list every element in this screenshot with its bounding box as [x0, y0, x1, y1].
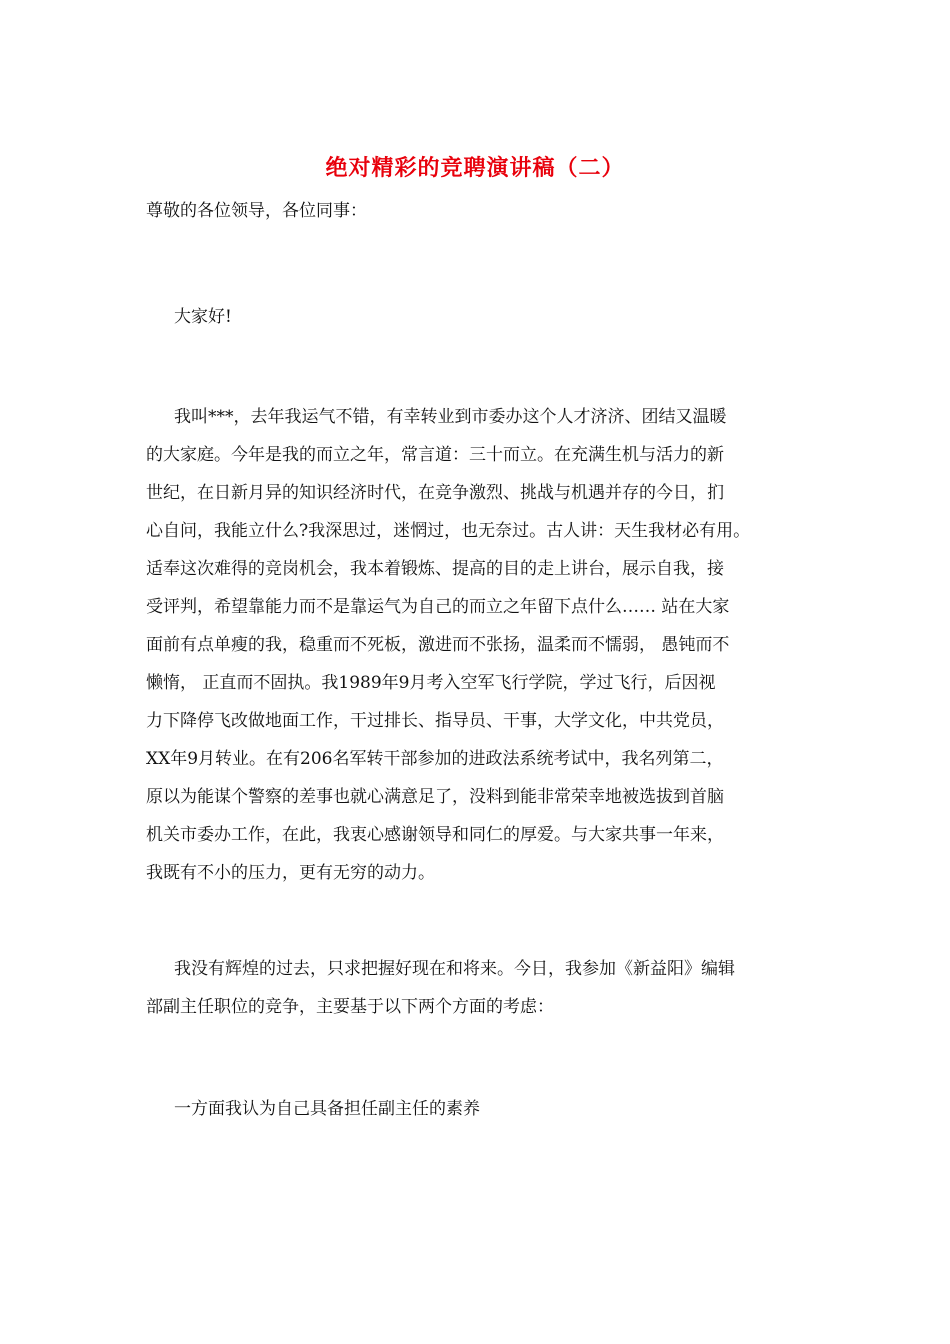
- paragraph-line: 懒惰， 正直而不固执。我1989年9月考入空军飞行学院，学过飞行，后因视: [146, 673, 716, 693]
- paragraph-line: 我没有辉煌的过去，只求把握好现在和将来。今日，我参加《新益阳》编辑: [174, 959, 735, 979]
- paragraph-motivation: [146, 950, 816, 1026]
- salutation: 尊敬的各位领导，各位同事：: [146, 201, 367, 221]
- paragraph-line: 机关市委办工作，在此，我衷心感谢领导和同仁的厚爱。与大家共事一年来，: [146, 825, 724, 845]
- paragraph-line: 力下降停飞改做地面工作，干过排长、指导员、干事，大学文化，中共党员，: [146, 711, 724, 731]
- paragraph-line: 原以为能谋个警察的差事也就心满意足了，没料到能非常荣幸地被选拔到首脑: [146, 787, 724, 807]
- paragraph-qualification: [146, 1090, 816, 1128]
- document-title: 绝对精彩的竞聘演讲稿（二）: [325, 155, 625, 181]
- paragraph-line: 面前有点单瘦的我，稳重而不死板，激进而不张扬，温柔而不懦弱， 愚钝而不: [146, 635, 730, 655]
- paragraph-line: 一方面我认为自己具备担任副主任的素养: [174, 1099, 480, 1119]
- paragraph-line: 的大家庭。今年是我的而立之年，常言道：三十而立。在充满生机与活力的新: [146, 445, 724, 465]
- paragraph-line: 心自问，我能立什么?我深思过，迷惘过，也无奈过。古人讲：天生我材必有用。: [146, 521, 751, 541]
- greeting-paragraph: [146, 298, 816, 336]
- paragraph-line: 我既有不小的压力，更有无穷的动力。: [146, 863, 435, 883]
- paragraph-line: XX年9月转业。在有206名军转干部参加的进政法系统考试中，我名列第二，: [146, 749, 724, 769]
- paragraph-line: 世纪，在日新月异的知识经济时代，在竞争激烈、挑战与机遇并存的今日，扪: [146, 483, 724, 503]
- paragraph-line: 我叫***，去年我运气不错，有幸转业到市委办这个人才济济、团结又温暖: [174, 407, 727, 427]
- greeting-text: 大家好!: [174, 307, 232, 327]
- paragraph-introduction: [146, 398, 816, 892]
- paragraph-line: 适奉这次难得的竞岗机会，我本着锻炼、提高的目的走上讲台，展示自我，接: [146, 559, 724, 579]
- paragraph-line: 受评判，希望靠能力而不是靠运气为自己的而立之年留下点什么…… 站在大家: [146, 597, 730, 617]
- paragraph-line: 部副主任职位的竞争，主要基于以下两个方面的考虑：: [146, 997, 554, 1017]
